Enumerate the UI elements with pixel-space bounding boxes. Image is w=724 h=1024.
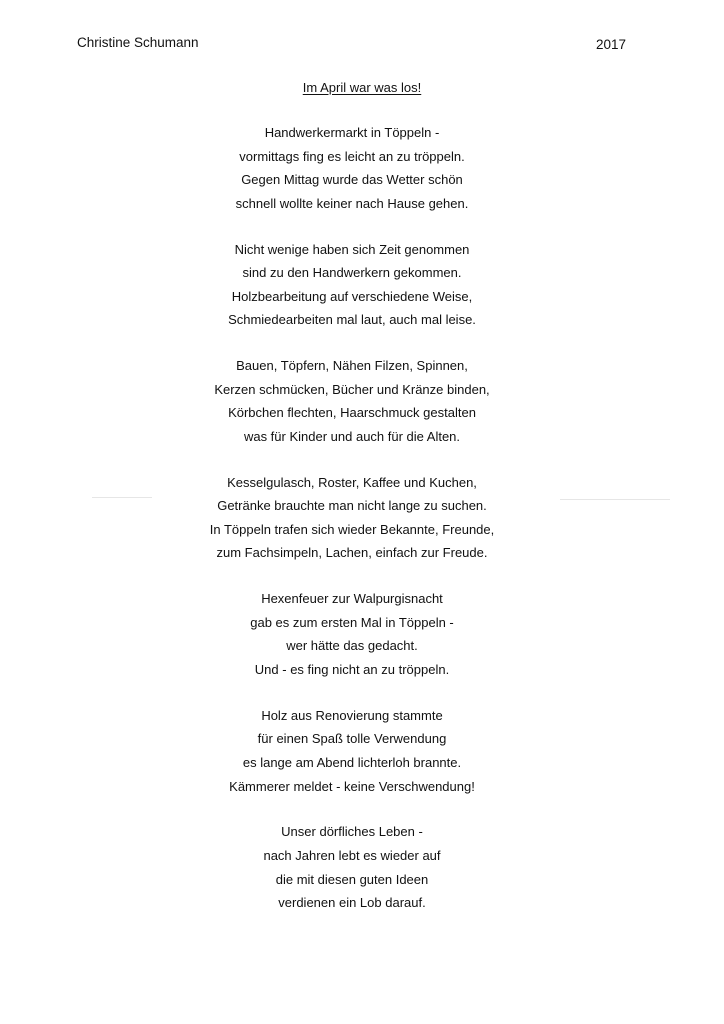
year: 2017 [595, 37, 626, 52]
scan-artifact [560, 499, 670, 500]
poem-line: was für Kinder und auch für die Alten. [243, 428, 461, 444]
poem-line: schnell wollte keiner nach Hause gehen. [235, 195, 469, 211]
poem-line: wer hätte das gedacht. [286, 638, 418, 654]
stanza [0, 238, 704, 332]
stanza [0, 704, 704, 798]
poem-line: In Töppeln trafen sich wieder Bekannte, Freunde, [209, 521, 495, 537]
poem-line: Bauen, Töpfern, Nähen Filzen, Spinnen, [236, 358, 468, 374]
poem-line: Körbchen flechten, Haarschmuck gestalten [228, 405, 476, 421]
poem-line: Nicht wenige haben sich Zeit genommen [234, 241, 470, 257]
poem-line: verdienen ein Lob darauf. [278, 895, 426, 911]
stanza [0, 121, 704, 215]
poem-line: Kesselgulasch, Roster, Kaffee und Kuchen, [227, 474, 477, 490]
poem-line: nach Jahren lebt es wieder auf [263, 847, 441, 863]
poem-line: vormittags fing es leicht an zu tröppeln. [239, 148, 465, 164]
poem-line: Und - es fing nicht an zu tröppeln. [254, 662, 450, 678]
poem-line: Getränke brauchte man nicht lange zu suchen. [217, 498, 487, 514]
poem-line: sind zu den Handwerkern gekommen. [242, 265, 462, 281]
poem-line: gab es zum ersten Mal in Töppeln - [250, 614, 454, 630]
author-name: Christine Schumann [77, 35, 199, 50]
poem-line: es lange am Abend lichterloh brannte. [242, 755, 462, 770]
poem-line: Handwerkermarkt in Töppeln - [264, 125, 440, 140]
stanza [0, 354, 704, 448]
poem-line: Holzbearbeitung auf verschiedene Weise, [231, 288, 473, 304]
poem-title: Im April war was los! [302, 80, 422, 95]
stanza [0, 587, 704, 681]
poem-line: Holz aus Renovierung stammte [261, 707, 443, 723]
poem-line: Kerzen schmücken, Bücher und Kränze binden, [214, 381, 490, 397]
poem-line: zum Fachsimpeln, Lachen, einfach zur Freude. [216, 545, 488, 561]
poem-line: Schmiedearbeiten mal laut, auch mal leise. [228, 312, 476, 328]
poem-body [0, 121, 704, 937]
poem-line: Unser dörfliches Leben - [281, 824, 423, 840]
poem-line: Gegen Mittag wurde das Wetter schön [241, 172, 463, 188]
stanza [0, 471, 704, 565]
scan-artifact [92, 497, 152, 498]
poem-line: für einen Spaß tolle Verwendung [257, 731, 447, 747]
stanza [0, 820, 704, 914]
poem-line: die mit diesen guten Ideen [275, 871, 429, 887]
poem-line: Kämmerer meldet - keine Verschwendung! [229, 778, 475, 794]
poem-line: Hexenfeuer zur Walpurgisnacht [261, 591, 443, 607]
